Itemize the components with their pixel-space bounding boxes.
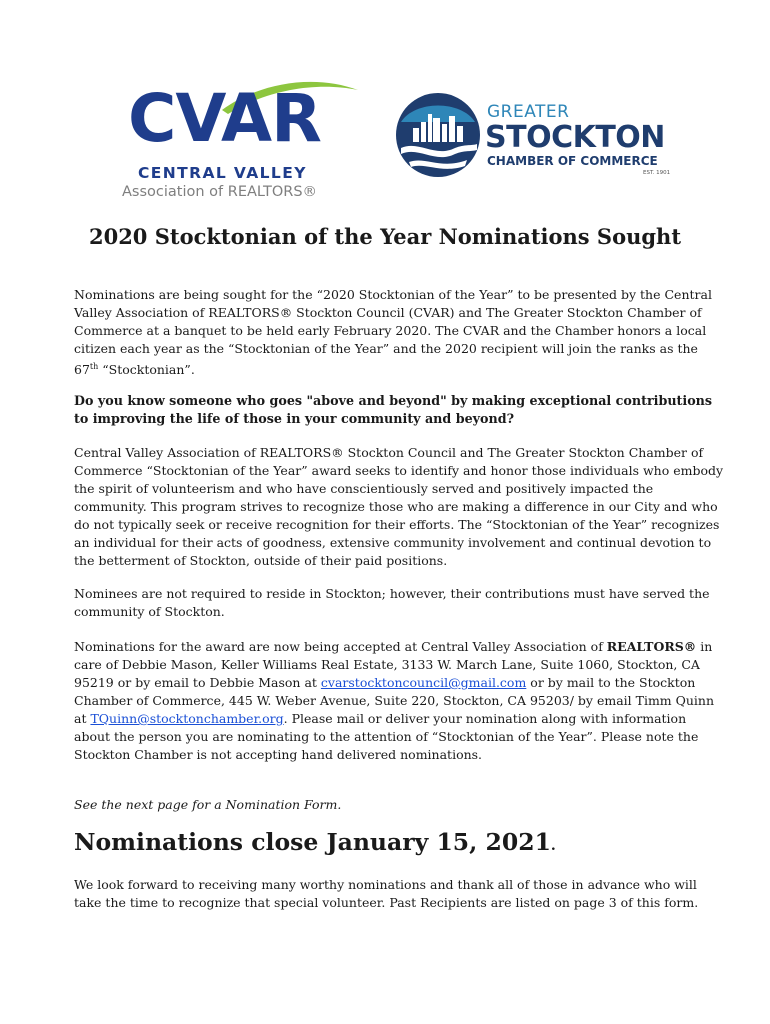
chamber-subtitle: CHAMBER OF COMMERCE [487,154,658,168]
next-page-note: See the next page for a Nomination Form. [74,797,342,812]
deadline-period: . [550,838,556,854]
question-paragraph: Do you know someone who goes "above and beyond" by making exceptional contributions to improving the life of those in your community and beyond? [74,393,713,426]
cvar-tagline-2: Association of REALTORS® [122,184,318,200]
cvar-logo [120,78,340,203]
nominations-text-3: or by mail to the Stockton Chamber of Commerce, 445 W. Weber Avenue, Suite 220, Stockton, CA 95203/ by email Timm Quinn at [74,675,715,726]
cvar-letters: CVAR [128,80,321,157]
page-title: 2020 Stocktonian of the Year Nominations Sought [88,224,682,249]
chamber-email-link[interactable]: TQuinn@stocktonchamber.org [90,711,284,726]
realtors-bold: REALTORS® [606,639,697,654]
nominations-paragraph [74,638,724,764]
cvar-tagline-1: CENTRAL VALLEY [138,164,307,182]
skyline-emblem-icon [395,92,481,178]
intro-tail: “Stocktonian”. [98,362,195,378]
residency-paragraph: Nominees are not required to reside in Stockton; however, their contributions must have served the community of Stockton. [74,586,710,619]
chamber-logo [395,92,675,177]
intro-text: Nominations are being sought for the “2020 Stocktonian of the Year” to be presented by the Central Valley Association of REALTORS® Stockton Council (CVAR) and The Greater Stockton Chamber of Commerce at a banquet to be held early February 2020. The CVAR and the Chamber honors a local citizen each year as the “Stocktonian of the Year” and the 2020 recipient will join the ranks as the 67 [74,287,712,378]
intro-paragraph [74,286,724,379]
closing-paragraph: We look forward to receiving many worthy nominations and thank all of those in advance who will take the time to recognize that special volunteer. Past Recipients are listed on page 3 of this form. [74,877,699,910]
nominations-text-1: Nominations for the award are now being accepted at Central Valley Association of [74,639,607,654]
nominations-text-4: . Please mail or deliver your nomination along with information about the person you are nominating to the attention of “Stocktonian of the Year”. Please note the Stockton Chamber is not accepting hand delivered nominations. [74,711,699,762]
deadline-heading [74,828,556,856]
chamber-est: EST. 1901 [643,170,671,176]
nominations-text-2: in care of Debbie Mason, Keller Williams Real Estate, 3133 W. March Lane, Suite 1060, Stockton, CA 95219 or by email to Debbie Mason at [74,639,713,690]
cvar-email-link[interactable]: cvarstocktoncouncil@gmail.com [320,675,527,690]
deadline-text: Nominations close January 15, 2021 [74,828,551,856]
intro-superscript: th [89,362,99,371]
chamber-stockton: STOCKTON [485,120,665,155]
description-paragraph: Central Valley Association of REALTORS® Stockton Council and The Greater Stockton Chamber of Commerce “Stocktonian of the Year” award seeks to identify and honor those individuals who embody the spirit of volunteerism and who have conscientiously served and positively impacted the community. This program strives to recognize those who are making a difference in our City and who do not typically seek or receive recognition for their efforts. The “Stocktonian of the Year” recognizes an individual for their acts of goodness, extensive community involvement and continual devotion to the betterment of Stockton, outside of their paid positions. [74,445,724,568]
chamber-greater: GREATER [487,102,570,122]
